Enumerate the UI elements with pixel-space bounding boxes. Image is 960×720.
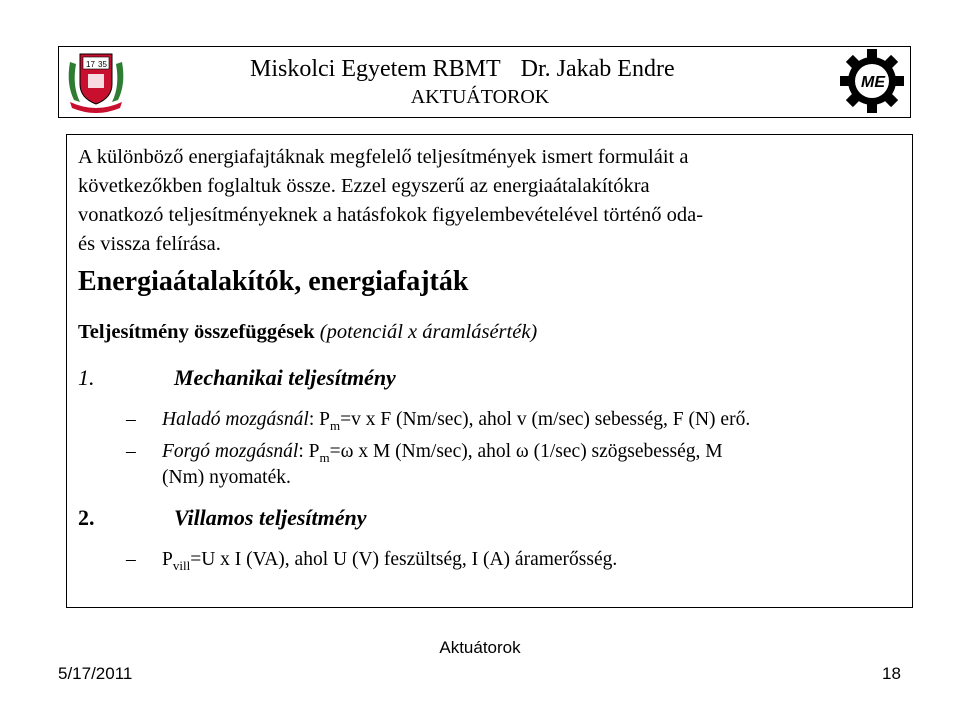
formula-sub: m xyxy=(329,418,341,433)
formula-rest: =v x F (Nm/sec), ahol v (m/sec) sebesség, F (N) erő. xyxy=(340,409,751,430)
intro-line: vonatkozó teljesítményeknek a hatásfokok figyelembevételével történő oda- xyxy=(78,204,704,226)
item-title: Mechanikai teljesítmény xyxy=(174,365,396,390)
formula-rest2: (Nm) nyomaték. xyxy=(162,467,291,488)
header-title xyxy=(250,56,695,83)
subheading-italic: (potenciál x áramlásérték) xyxy=(319,321,538,343)
gear-me-logo-icon xyxy=(838,48,906,114)
intro-line: és vissza felírása. xyxy=(78,233,221,255)
footer-date: 5/17/2011 xyxy=(58,664,133,683)
author-name: Dr. Jakab Endre xyxy=(520,56,675,82)
page-number: 18 xyxy=(882,664,901,683)
item-title: Villamos teljesítmény xyxy=(174,505,367,530)
formula-p: P xyxy=(319,409,330,430)
item-electrical xyxy=(78,505,367,531)
formula-p: P xyxy=(162,549,173,570)
intro-line: A különböző energiafajtáknak megfelelő teljesítmények ismert formuláit a xyxy=(78,146,689,168)
formula-sub: vill xyxy=(172,558,191,573)
gear-logo-text: ME xyxy=(861,74,885,91)
institution-name: Miskolci Egyetem RBMT xyxy=(250,56,501,82)
intro-paragraph xyxy=(78,143,878,259)
bullet-label: Haladó mozgásnál xyxy=(162,409,309,430)
formula-sub: m xyxy=(319,450,330,465)
formula-rest: =U x I (VA), ahol U (V) feszültség, I (A) áramerősség. xyxy=(190,549,618,570)
intro-line: következőkben foglaltuk össze. Ezzel egyszerű az energiaátalakítókra xyxy=(78,175,650,197)
formula-rest: =ω x M (Nm/sec), ahol ω (1/sec) szögsebesség, M xyxy=(329,441,723,462)
crest-year-left: 17 xyxy=(86,60,95,69)
header-subtitle: AKTUÁTOROK xyxy=(410,86,550,108)
section-title: Energiaátalakítók, energiafajták xyxy=(78,266,469,297)
crest-year-right: 35 xyxy=(98,60,107,69)
bullet-label: Forgó mozgásnál xyxy=(162,441,299,462)
subheading-bold: Teljesítmény összefüggések xyxy=(78,321,315,343)
formula-p: P xyxy=(308,441,320,462)
footer-title: Aktuátorok xyxy=(439,638,521,657)
item-number: 1. xyxy=(78,365,95,390)
item-number: 2. xyxy=(78,505,95,530)
subheading xyxy=(78,321,537,344)
item-mechanical xyxy=(78,365,396,391)
